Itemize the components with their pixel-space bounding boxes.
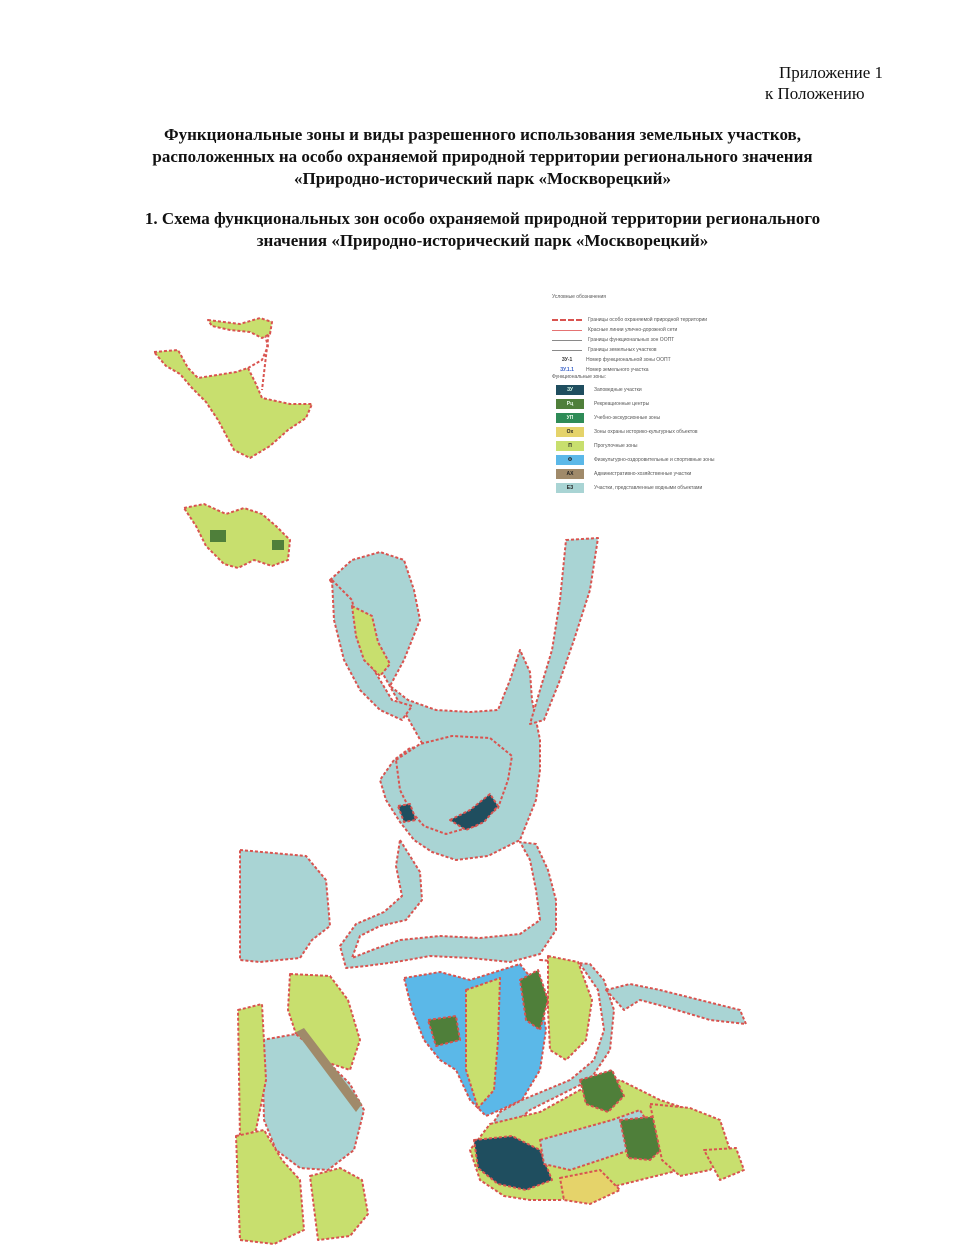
legend-zone-row xyxy=(548,468,798,480)
zone-polygon xyxy=(238,1004,266,1140)
title-line-2: расположенных на особо охраняемой природной территории регионального значения xyxy=(152,147,813,166)
legend-label: Рекреационные центры xyxy=(594,401,650,407)
legend-label: Номер функциональной зоны ООПТ xyxy=(586,357,671,363)
legend-code: ЗУ.1.1 xyxy=(560,367,574,373)
legend-symbol xyxy=(552,350,582,351)
zone-polygon xyxy=(272,540,284,550)
legend-zone-row xyxy=(548,454,798,466)
legend-zone-row xyxy=(548,384,798,396)
legend-zone-row xyxy=(548,398,798,410)
appendix-header xyxy=(765,62,883,104)
legend-label: Учебно-экскурсионные зоны xyxy=(594,415,661,421)
section-line-2: значения «Природно-исторический парк «Москворецкий» xyxy=(256,231,709,250)
legend-label: Границы функциональных зон ООПТ xyxy=(588,337,675,343)
legend-label: Физкультурно-оздоровительные и спортивные зоны xyxy=(594,457,715,463)
legend-zone-row xyxy=(548,412,798,424)
zone-polygon xyxy=(208,318,272,338)
document-title xyxy=(60,124,905,190)
appendix-reference: к Положению xyxy=(765,84,865,103)
legend-label: Прогулочные зоны xyxy=(594,443,638,449)
legend-label: Номер земельного участка xyxy=(586,367,649,373)
legend-swatch: УП xyxy=(556,413,584,423)
legend-zone-row xyxy=(548,440,798,452)
legend-swatch: П xyxy=(556,441,584,451)
title-line-3: «Природно-исторический парк «Москворецкий» xyxy=(294,169,671,188)
zone-polygon xyxy=(606,984,746,1024)
title-line-1: Функциональные зоны и виды разрешенного использования земельных участков, xyxy=(163,125,801,144)
zone-polygon xyxy=(530,538,598,724)
legend-symbol xyxy=(552,330,582,331)
legend-zone-row xyxy=(548,482,798,494)
legend-label: Границы земельных участков xyxy=(588,347,657,353)
legend-label: Границы особо охраняемой природной территории xyxy=(588,317,708,323)
legend-title: Условные обозначения xyxy=(552,294,607,300)
legend-symbol xyxy=(552,340,582,341)
legend-label: Участки, представленные водными объектами xyxy=(594,485,703,491)
functional-zones-map xyxy=(0,280,965,1260)
legend-zone-row xyxy=(548,426,798,438)
legend-swatch: Ф xyxy=(556,455,584,465)
legend-swatch: Рц xyxy=(556,399,584,409)
zone-polygon xyxy=(240,850,330,962)
legend-code: ЗУ-1 xyxy=(561,357,573,363)
zone-polygon xyxy=(184,504,290,568)
section-line-1: 1. Схема функциональных зон особо охраняемой природной территории регионального xyxy=(144,209,821,228)
legend-label: Красные линии улично-дорожной сети xyxy=(588,327,678,333)
legend-label: Административно-хозяйственные участки xyxy=(594,471,692,477)
section-heading xyxy=(60,208,905,252)
zone-polygon xyxy=(310,1168,368,1240)
legend-swatch: Ох xyxy=(556,427,584,437)
zone-polygon xyxy=(154,350,312,458)
legend-label: Зоны охраны историко-культурных объектов xyxy=(594,429,698,435)
legend-swatch: АХ xyxy=(556,469,584,479)
legend-symbol xyxy=(552,319,582,321)
legend-zones-title: Функциональные зоны: xyxy=(552,374,607,380)
legend-swatch: ЗУ xyxy=(556,385,584,395)
appendix-number: Приложение 1 xyxy=(779,63,883,82)
legend-swatch: ЕЗ xyxy=(556,483,584,493)
zone-polygon xyxy=(340,840,556,968)
legend-label: Заповедные участки xyxy=(594,387,642,393)
zone-polygon xyxy=(210,530,226,542)
